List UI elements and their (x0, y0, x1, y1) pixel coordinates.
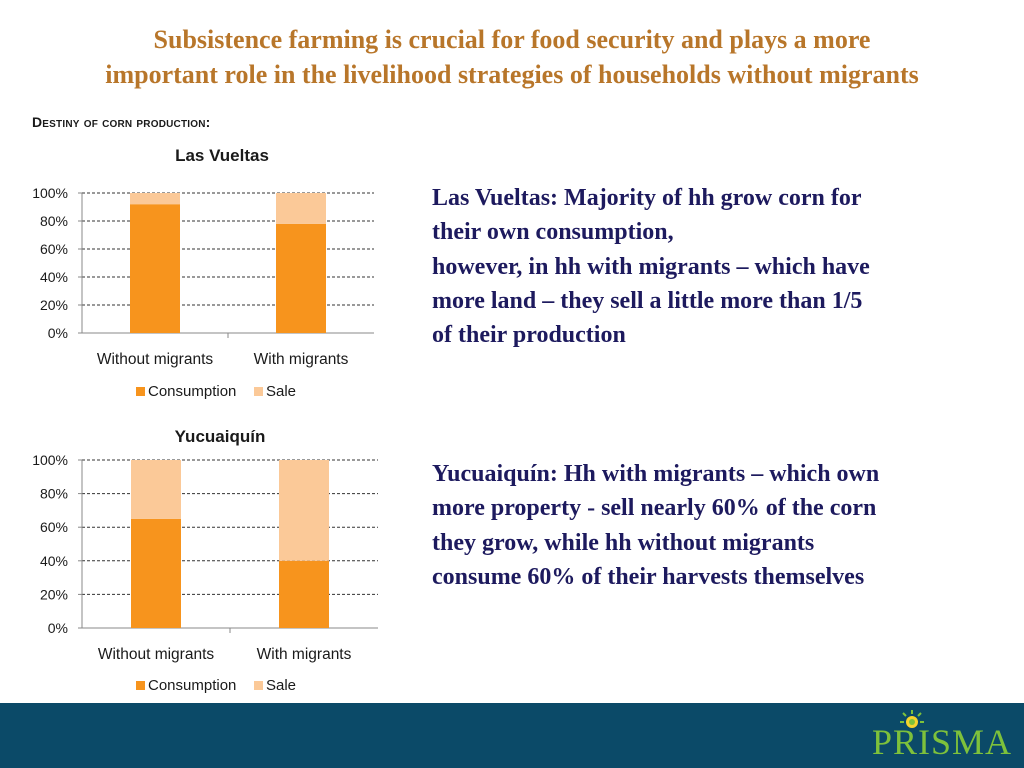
y-tick-label: 100% (32, 452, 68, 468)
legend-swatch-consumption (136, 387, 145, 396)
desc-line: Yucuaiquín: Hh with migrants – which own (432, 461, 880, 487)
legend-label-consumption: Consumption (148, 383, 237, 400)
prisma-logo-text: PRISMA (871, 722, 1012, 762)
bar-sale-1 (276, 193, 326, 224)
y-tick-label: 40% (39, 269, 68, 285)
y-tick-label: 80% (39, 485, 68, 502)
slide-title (0, 22, 1024, 92)
y-tick-label: 60% (39, 519, 68, 536)
x-tick-label: Without migrants (96, 351, 214, 368)
y-tick-label: 100% (32, 185, 68, 201)
bar-consumption-1 (276, 224, 326, 333)
chart-las-vueltas (14, 140, 384, 410)
bar-consumption-1 (279, 561, 329, 628)
x-tick-label: With migrants (253, 351, 349, 368)
bar-sale-1 (279, 460, 329, 561)
desc-line: consume 60% of their harvests themselves (432, 563, 865, 590)
bar-consumption-0 (130, 204, 180, 333)
y-tick-label: 40% (39, 552, 68, 569)
desc-line: their own consumption, (432, 219, 674, 246)
yucuaiquin-description (432, 457, 879, 594)
desc-line: however, in hh with migrants – which have (432, 253, 870, 280)
y-tick-label: 0% (47, 325, 68, 341)
desc-line: of their production (432, 322, 626, 349)
legend-swatch-consumption (136, 681, 145, 690)
desc-line: more property - sell nearly 60% of the corn (432, 495, 877, 522)
slide-title-line-2: important role in the livelihood strategies of households without migrants (105, 60, 919, 89)
x-tick-label: With migrants (256, 646, 352, 663)
y-tick-label: 20% (39, 297, 68, 313)
y-tick-label: 60% (39, 241, 68, 257)
legend-swatch-sale (254, 387, 263, 396)
bar-consumption-0 (131, 519, 181, 628)
chart-yucuaiquin (14, 420, 384, 700)
legend-label-sale: Sale (266, 383, 297, 400)
y-tick-label: 20% (39, 586, 68, 603)
bar-sale-0 (130, 193, 180, 204)
legend-swatch-sale (254, 681, 263, 690)
chart-title: Las Vueltas (175, 146, 269, 165)
x-tick-label: Without migrants (97, 646, 215, 663)
desc-line: more land – they sell a little more than 1/5 (432, 287, 863, 314)
desc-line: Las Vueltas: Majority of hh grow corn for (432, 185, 862, 211)
bar-sale-0 (131, 460, 181, 519)
legend-label-consumption: Consumption (148, 677, 237, 694)
section-label: Destiny of corn production: (32, 114, 211, 130)
y-tick-label: 80% (39, 213, 68, 229)
las-vueltas-description (432, 181, 870, 352)
slide-title-line-1: Subsistence farming is crucial for food security and plays a more (153, 25, 871, 54)
chart-title: Yucuaiquín (174, 427, 266, 446)
y-tick-label: 0% (47, 620, 68, 636)
legend-label-sale: Sale (266, 677, 297, 694)
desc-line: they grow, while hh without migrants (432, 529, 815, 556)
